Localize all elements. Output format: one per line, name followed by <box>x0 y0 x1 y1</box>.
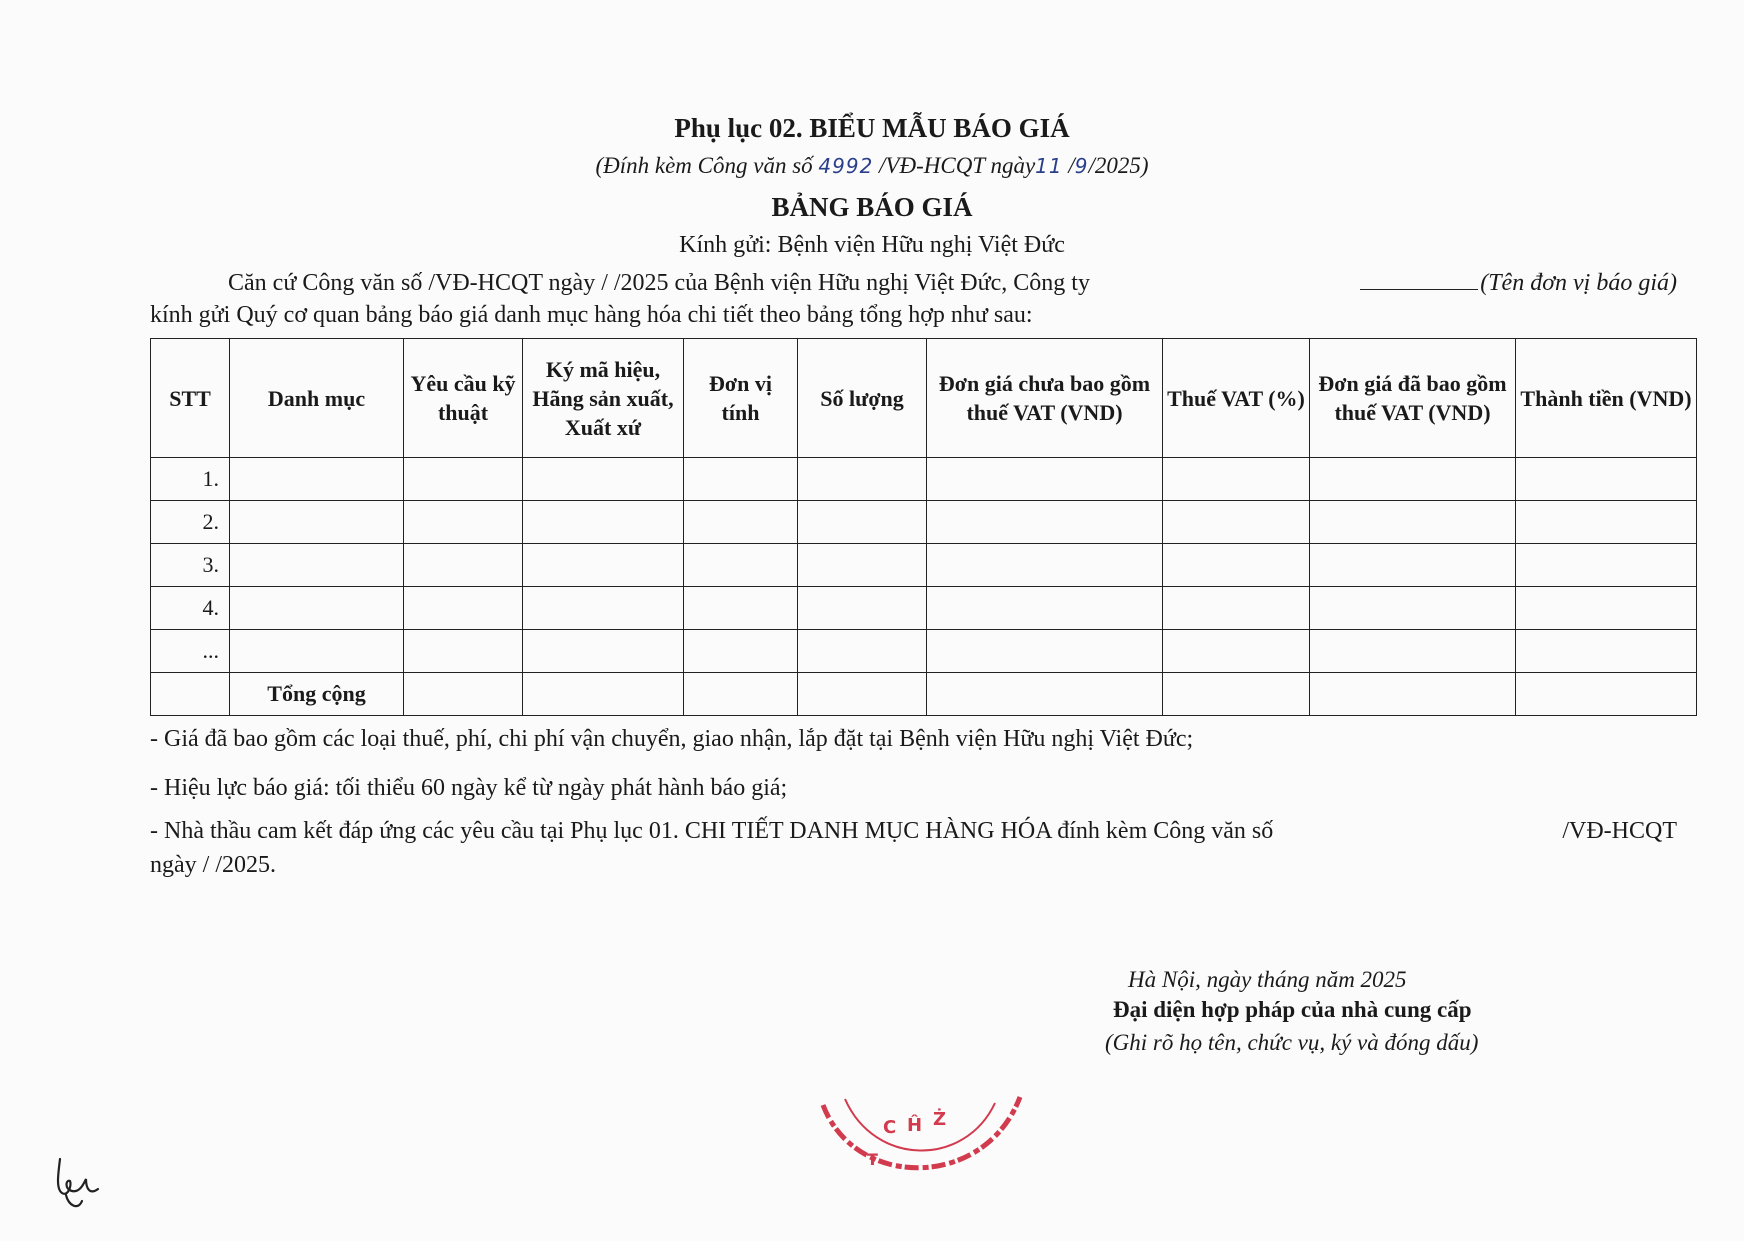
cell <box>523 630 684 673</box>
cell <box>230 630 404 673</box>
table-row <box>151 587 1697 630</box>
note-quote-validity: - Hiệu lực báo giá: tối thiểu 60 ngày kể từ ngày phát hành báo giá; <box>150 775 788 801</box>
table-title: BẢNG BÁO GIÁ <box>771 192 973 222</box>
company-name-hint: (Tên đơn vị báo giá) <box>1480 270 1677 296</box>
cell <box>523 501 684 544</box>
note-pricing-includes: - Giá đã bao gồm các loại thuế, phí, chi phí vận chuyển, giao nhận, lắp đặt tại Bệnh viện Hữu nghị Việt Đức; <box>150 726 1194 752</box>
intro-line-1-end <box>1360 270 1677 297</box>
cell <box>1310 673 1516 716</box>
handwritten-doc-number: 4992 <box>818 154 874 178</box>
table-row <box>151 630 1697 673</box>
cell <box>230 458 404 501</box>
svg-text:Ĥ: Ĥ <box>907 1115 923 1136</box>
cell <box>927 673 1163 716</box>
cell <box>1163 673 1310 716</box>
cell <box>404 630 523 673</box>
header-tech-requirements: Yêu cầu kỹ thuật <box>404 339 523 458</box>
cell <box>523 458 684 501</box>
cell <box>404 501 523 544</box>
header-model-manufacturer-origin: Ký mã hiệu, Hãng sản xuất, Xuất xứ <box>523 339 684 458</box>
recipient-line: Kính gửi: Bệnh viện Hữu nghị Việt Đức <box>679 232 1065 258</box>
cell <box>927 630 1163 673</box>
signature-instruction: (Ghi rõ họ tên, chức vụ, ký và đóng dấu) <box>1105 1030 1479 1055</box>
cell <box>1516 501 1697 544</box>
row-number: 4. <box>151 587 230 630</box>
note-commitment-date: ngày / /2025. <box>150 852 276 878</box>
header-price-excl-vat: Đơn giá chưa bao gồm thuế VAT (VND) <box>927 339 1163 458</box>
handwritten-month: 9 <box>1074 154 1089 178</box>
table-header-row <box>151 339 1697 458</box>
header-stt: STT <box>151 339 230 458</box>
company-name-blank <box>1360 271 1478 290</box>
cell <box>798 544 927 587</box>
signature-role: Đại diện hợp pháp của nhà cung cấp <box>1113 997 1472 1022</box>
handwritten-day: 11 <box>1035 154 1063 178</box>
row-number: 2. <box>151 501 230 544</box>
handwritten-initial-icon <box>52 1155 102 1215</box>
header-quantity: Số lượng <box>798 339 927 458</box>
header-amount: Thành tiền (VND) <box>1516 339 1697 458</box>
row-number: ... <box>151 630 230 673</box>
cell <box>684 673 798 716</box>
row-number: 1. <box>151 458 230 501</box>
svg-text:T: T <box>867 1150 878 1169</box>
cell <box>1516 673 1697 716</box>
date-separator: / <box>1062 153 1075 178</box>
cell <box>1310 630 1516 673</box>
cell <box>1516 544 1697 587</box>
cell <box>230 587 404 630</box>
header-item: Danh mục <box>230 339 404 458</box>
svg-text:Ż: Ż <box>933 1109 947 1130</box>
red-seal-stamp-icon <box>815 1095 1025 1195</box>
cell <box>684 587 798 630</box>
cell <box>684 630 798 673</box>
cell <box>1163 458 1310 501</box>
cell <box>684 458 798 501</box>
cell <box>1310 544 1516 587</box>
row-number: 3. <box>151 544 230 587</box>
table-total-row <box>151 673 1697 716</box>
attachment-suffix: /2025) <box>1088 153 1149 178</box>
quotation-table <box>150 338 1697 716</box>
attachment-prefix: (Đính kèm Công văn số <box>595 153 819 178</box>
cell <box>798 458 927 501</box>
cell <box>1516 587 1697 630</box>
cell <box>798 501 927 544</box>
table-row <box>151 544 1697 587</box>
note-commitment-ref: /VĐ-HCQT <box>1562 818 1677 844</box>
cell <box>404 673 523 716</box>
cell <box>230 501 404 544</box>
header-unit: Đơn vị tính <box>684 339 798 458</box>
cell <box>1163 544 1310 587</box>
appendix-title: Phụ lục 02. BIỂU MẪU BÁO GIÁ <box>674 113 1070 143</box>
cell <box>798 630 927 673</box>
cell <box>1516 630 1697 673</box>
cell <box>927 544 1163 587</box>
cell <box>684 544 798 587</box>
intro-line-1: Căn cứ Công văn số /VĐ-HCQT ngày / /2025 của Bệnh viện Hữu nghị Việt Đức, Công ty <box>228 270 1090 296</box>
cell <box>404 544 523 587</box>
cell <box>404 458 523 501</box>
cell <box>798 673 927 716</box>
signature-place-date: Hà Nội, ngày tháng năm 2025 <box>1128 967 1407 992</box>
header-vat-rate: Thuế VAT (%) <box>1163 339 1310 458</box>
cell <box>151 673 230 716</box>
cell <box>1310 501 1516 544</box>
intro-line-2: kính gửi Quý cơ quan bảng báo giá danh mục hàng hóa chi tiết theo bảng tổng hợp như sau: <box>150 302 1033 328</box>
cell <box>523 587 684 630</box>
cell <box>1163 587 1310 630</box>
note-commitment: - Nhà thầu cam kết đáp ứng các yêu cầu tại Phụ lục 01. CHI TIẾT DANH MỤC HÀNG HÓA đính kèm Công văn số <box>150 818 1274 844</box>
cell <box>404 587 523 630</box>
cell <box>1310 458 1516 501</box>
cell <box>1163 630 1310 673</box>
cell <box>523 673 684 716</box>
cell <box>927 587 1163 630</box>
svg-text:C: C <box>883 1117 897 1138</box>
cell <box>1163 501 1310 544</box>
table-row <box>151 501 1697 544</box>
cell <box>1310 587 1516 630</box>
attachment-middle: /VĐ-HCQT ngày <box>873 153 1036 178</box>
cell <box>927 458 1163 501</box>
cell <box>684 501 798 544</box>
cell <box>230 544 404 587</box>
cell <box>798 587 927 630</box>
cell <box>1516 458 1697 501</box>
table-row <box>151 458 1697 501</box>
total-label: Tổng cộng <box>230 673 404 716</box>
header-price-incl-vat: Đơn giá đã bao gồm thuế VAT (VND) <box>1310 339 1516 458</box>
attachment-reference <box>0 153 1744 179</box>
cell <box>927 501 1163 544</box>
cell <box>523 544 684 587</box>
